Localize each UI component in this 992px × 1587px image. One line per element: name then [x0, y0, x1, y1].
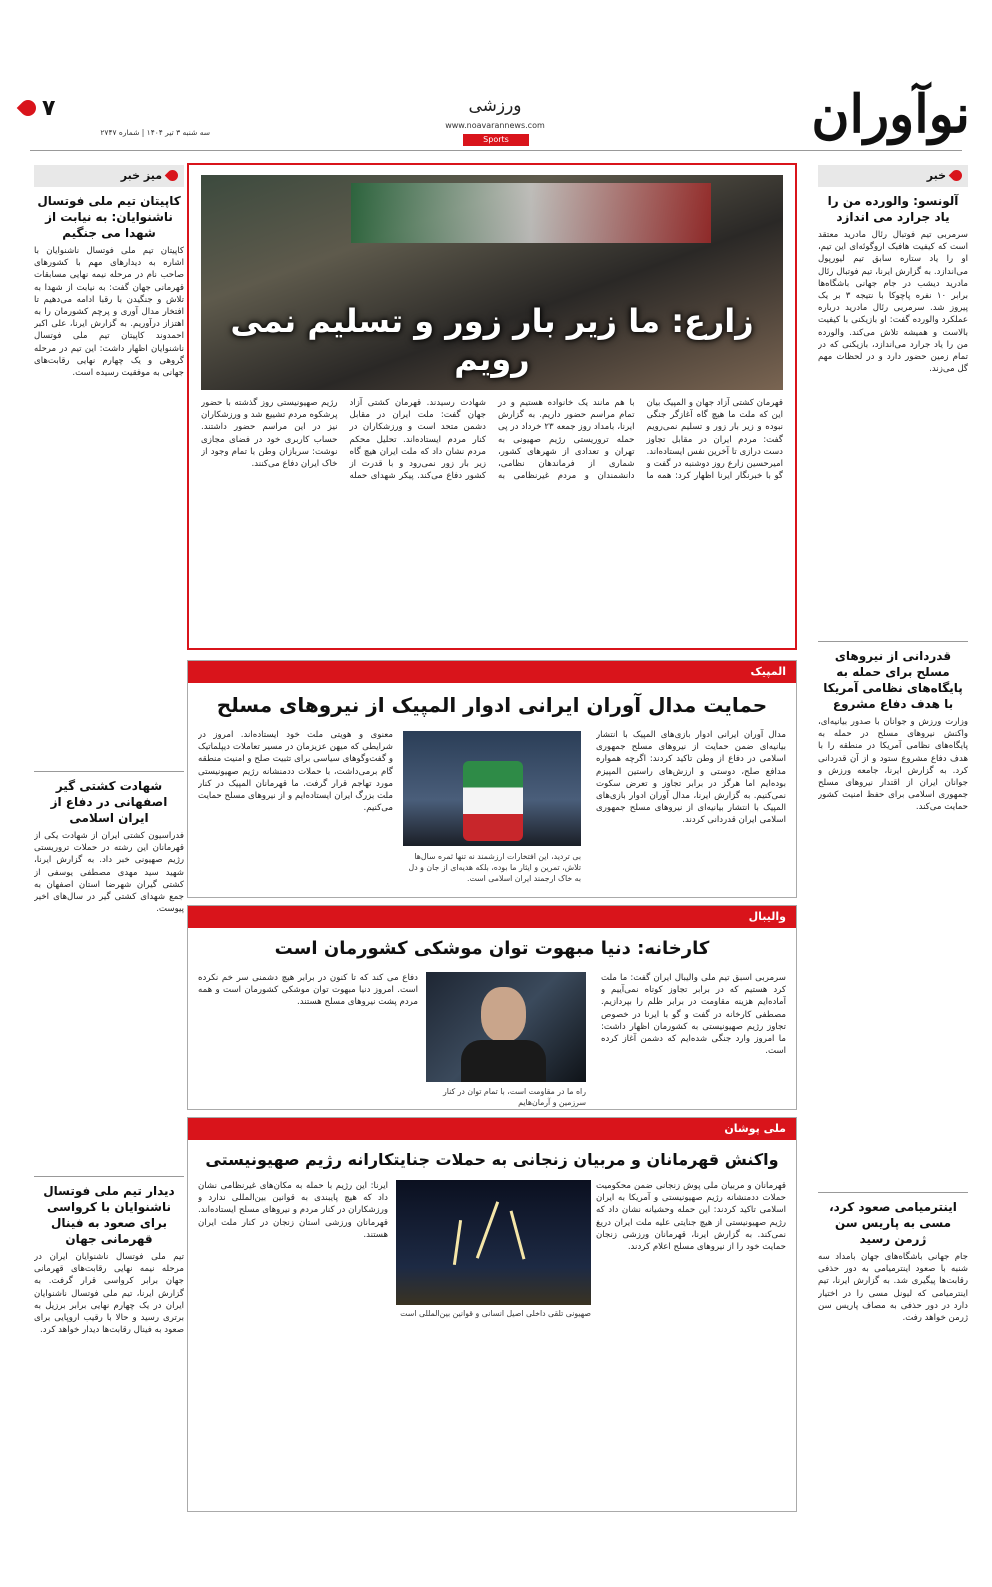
- site-url[interactable]: www.noavarannews.com: [445, 121, 545, 130]
- olympic-body-left: معنوی و هویتی ملت خود ایستاده‌اند. امروز در شرایطی که میهن عزیزمان در مسیر تعاملات دیپلماتیک و گفت‌وگوهای سیاسی برای تثبیت صلح و امنیت منطقه گام برمی‌داشت، با حملات ددمنشانه رژیم صهیونیستی مورد تهاجم قرار گرفت. ما قهرمانان المپیک در کنار ملت بزرگ ایران ایستاده‌ایم و از نیروهای مسلح حمایت می‌کنیم.: [198, 730, 393, 814]
- newspaper-logo: نوآوران: [811, 84, 970, 145]
- issue-info: سه شنبه ۳ تیر ۱۴۰۴ | شماره ۲۷۴۷: [100, 128, 210, 137]
- lead-story-box: [187, 163, 797, 650]
- funeral-photo: [201, 175, 783, 390]
- flag-coffin-shape: [351, 183, 711, 243]
- divider: [818, 1192, 968, 1193]
- left-story1-body: کاپیتان تیم ملی فوتسال ناشنوایان با اشاره به دیدارهای مهم با کشورهای صاحب نام در مرحله نیمه نهایی مسابقات قهرمانی جهان گفت: به نیابت از شهدا به تلاش و جنگیدن با رقبا ادامه می‌دهیم تا افتخار مدال آوری و پرچم کشورمان را به اهتزاز درآوریم. به گزارش ایرنا، علی اکبر احمدوند کاپیتان تیم ملی فوتسال ناشنوایان اظهار داشت: این تیم در مرحله گروهی و یک چهارم نهایی رقابت‌های جهانی به موفقیت رسیده است.: [34, 246, 184, 379]
- volleyball-body-left: دفاع می کند که تا کنون در برابر هیچ دشمنی سر خم نکرده است. امروز دنیا مبهوت توان موشکی کشورمان است و همه مردم پشت نیروهای مسلح هستند.: [198, 973, 418, 1008]
- right-story1-body: سرمربی تیم فوتبال رئال مادرید معتقد است که کیفیت هافبک اروگوئه‌ای این تیم، او را یاد ستاره سابق تیم لیورپول می‌اندازد. به گزارش ایرنا، تیم فوتبال رئال مادرید دیشب در جام جهانی باشگاه‌ها برابر ۱۰ نفره پاچوکا با نتیجه ۳ بر یک پیروز شد. سرمربی رئال مادرید درباره عملکرد والورده گفت: او بازیکنی با کیفیت بالاست و همیشه تلاش می‌کند. والورده من را یاد جرارد می‌اندازد، بازیکنی که در تمام زمین حضور دارد و در لحظات مهم گل می‌زند.: [818, 230, 968, 375]
- olympic-headline: حمایت مدال آوران ایرانی ادوار المپیک از نیروهای مسلح: [216, 693, 768, 717]
- masthead-rule: [30, 150, 962, 151]
- left-story1-title: کاپیتان تیم ملی فوتسال ناشنوایان: به نیابت از شهدا می جنگیم: [37, 194, 181, 240]
- left-story3-body: تیم ملی فوتسال ناشنوایان ایران در مرحله نیمه نهایی رقابت‌های قهرمانی جهان برابر کرواسی قرار گرفت. به گزارش ایرنا، تیم ملی فوتسال ناشنوایان ایران در یک چهارم نهایی برابر برزیل به برتری رسید و حالا با رقیب اروپایی برای صعود به فینال رقابت‌ها دیدار خواهد کرد.: [34, 1252, 184, 1336]
- left-story2-body: فدراسیون کشتی ایران از شهادت یکی از قهرمانان این رشته در حملات تروریستی رژیم صهیونی خبر داد. به گزارش ایرنا، شهید سید مهدی مصطفی یوسفی از کشتی گیران شهرضا استان اصفهان به جمع شهدای کشتی گیر در سال‌های اخیر پیوست.: [34, 831, 184, 915]
- missile-trail-shape: [510, 1210, 526, 1259]
- missile-trail-shape: [476, 1201, 499, 1258]
- olympic-photo-caption: بی تردید، این افتخارات ارزشمند نه تنها ثمره سال‌ها تلاش، تمرین و ایثار ما بوده، بلکه هدیه‌ای از جان و دل به خاک ارجمند ایران اسلامی است.: [408, 852, 581, 883]
- left-column-header: [34, 165, 184, 187]
- flag-athlete-photo: [403, 731, 581, 846]
- divider: [34, 1176, 184, 1177]
- national-athletes-section: [187, 1117, 797, 1512]
- volleyball-body-right: سرمربی اسبق تیم ملی والیبال ایران گفت: ما ملت کرد هستیم که در برابر تجاوز کوتاه نمی‌آییم و آماده‌ایم هزینه مقاومت در برابر ظلم را بپردازیم. مصطفی کارخانه در گفت و گو با ایرنا در خصوص تجاوز رژیم صهیونیستی به کشورمان اظهار داشت: ما امروز وارد جنگی شده‌ایم که دشمن آغاز کرده است.: [601, 973, 786, 1057]
- divider: [34, 771, 184, 772]
- olympic-section: [187, 660, 797, 898]
- right-column-header-label: خبر: [926, 169, 946, 182]
- right-story2-body: وزارت ورزش و جوانان با صدور بیانیه‌ای، واکنش نیروهای مسلح در حمله به پایگاه‌های نظامی آمریکا در منطقه را با هدف دفاع مشروع ستود و از آن قدردانی کرد. به گزارش ایرنا، جامعه ورزش و جوانان ایران از اقتدار نیروهای مسلح جمهوری اسلامی برای حفظ امنیت کشور حمایت می‌کند.: [818, 717, 968, 813]
- national-body-right: قهرمانان و مربیان ملی پوش زنجانی ضمن محکومیت حملات ددمنشانه رژیم صهیونیستی و آمریکا به ایران اسلامی تاکید کردند: این حمله وحشیانه نشان داد که رژیم صهیونیستی از هیچ جنایتی علیه ملت ایران دریغ نمی‌کند. به گزارش ایرنا، قهرمانان ورزشی زنجان حمایت خود را از نیروهای مسلح اعلام کردند.: [596, 1181, 786, 1253]
- national-headline: واکنش قهرمانان و مربیان زنجانی به حملات جنایتکارانه رژیم صهیونیستی: [205, 1150, 779, 1169]
- sports-tag: Sports: [463, 134, 529, 146]
- person-head-shape: [481, 987, 526, 1042]
- header-marker-icon: [949, 168, 965, 184]
- volleyball-photo-caption: راه‌ ما در مقاومت است، با تمام توان در کنار سرزمین و آرمان‌هایم: [442, 1087, 586, 1107]
- header-marker-icon: [165, 168, 181, 184]
- national-photo-caption: صهیونی تلقی داخلی اصیل انسانی و قوانین بین‌المللی است: [400, 1309, 591, 1318]
- national-body-left: ایرنا: این رژیم با حمله به مکان‌های غیرنظامی نشان داد که هیچ پایبندی به قوانین بین‌المللی ندارد و ورزشکاران در کنار مردم و نیروهای مسلح ایستاده‌اند. قهرمانان ورزشی استان زنجان در کنار ملت ایران هستند.: [198, 1181, 388, 1240]
- right-story3-title: اینترمیامی صعود کرد، مسی به پاریس سن ژرمن رسید: [829, 1200, 957, 1246]
- right-story3-body: جام جهانی باشگاه‌های جهان بامداد سه شنبه با صعود اینترمیامی به دور حذفی رقابت‌ها پیگیری شد. به گزارش ایرنا، تیم اینترمیامی که لیونل مسی را در اختیار دارد در دور حذفی به مصاف پاریس سن ژرمن خواهد رفت.: [818, 1252, 968, 1324]
- divider: [818, 641, 968, 642]
- right-column-header: [818, 165, 968, 187]
- right-story1-title: آلونسو: والورده من را یاد جرارد می اندازد: [827, 194, 959, 224]
- olympic-category-bar: المپیک: [188, 661, 796, 683]
- page-number: ۷: [42, 96, 56, 121]
- national-category-bar: ملی پوشان: [188, 1118, 796, 1140]
- right-news-column: [818, 165, 968, 1510]
- left-column-header-label: میز خبر: [120, 169, 162, 182]
- left-story2-title: شهادت کشتی گیر اصفهانی در دفاع از ایران اسلامی: [50, 779, 168, 825]
- missile-trail-shape: [453, 1220, 462, 1265]
- iran-flag-shape: [463, 761, 523, 841]
- lead-headline: زارع: ما زیر بار زور و تسلیم نمی رویم: [230, 302, 754, 378]
- volleyball-section: [187, 905, 797, 1110]
- left-news-column: [34, 165, 184, 1510]
- olympic-body-right: مدال آوران ایرانی ادوار بازی‌های المپیک با انتشار بیانیه‌ای ضمن حمایت از نیروهای مسلح جمهوری اسلامی در دفاع از وطن تاکید کردند: اگرچه همواره مدافع صلح، دوستی و ارزش‌های راستین المپیزم بوده‌ایم اما هرگز در برابر تجاوز و تعرض سکوت نمی‌کنیم. به گزارش ایرنا، مدال آوران ادوار بازی‌های المپیک با انتشار بیانیه‌ای از نیروهای مسلح جمهوری اسلامی ایران قدردانی کردند.: [596, 730, 786, 826]
- person-body-shape: [461, 1040, 546, 1082]
- volleyball-category-bar: والیبال: [188, 906, 796, 928]
- coach-photo: [426, 972, 586, 1082]
- section-title: ورزشی: [468, 96, 522, 116]
- left-story3-title: دیدار تیم ملی فوتسال ناشنوایان با کرواسی برای صعود به فینال قهرمانی جهان: [43, 1184, 175, 1246]
- right-story2-title: قدردانی از نیروهای مسلح برای حمله به پایگاه‌های نظامی آمریکا با هدف دفاع مشروع: [823, 649, 963, 711]
- page-number-marker: [17, 97, 40, 120]
- volleyball-headline: کارخانه: دنیا مبهوت توان موشکی کشورمان است: [274, 938, 710, 959]
- missile-night-photo: [396, 1180, 591, 1305]
- lead-story-body: قهرمان کشتی آزاد جهان و المپیک بیان این که ملت ما هیچ گاه آغازگر جنگی نبوده و زیر بار زور و تسلیم نمی‌رویم گفت: مردم ایران در مقابل تجاوز دست درازی تا آخرین نفس ایستاده‌اند. امیرحسین زارع روز دوشنبه در گفت و گو با خبرنگار ایرنا اظهار کرد: همه ما با هم مانند یک خانواده هستیم و در تمام مراسم حضور داریم. به گزارش ایرنا، بامداد روز جمعه ۲۳ خرداد در پی حمله تروریستی رژیم صهیونی به تهران و تعدادی از شهرهای کشور، شماری از فرماندهان نظامی، دانشمندان و مردم غیرنظامی به شهادت رسیدند. قهرمان کشتی آزاد جهان گفت: ملت ایران در مقابل دشمن متحد است و ورزشکاران در کنار مردم ایستاده‌اند. تحلیل محکم مردم نشان داد که ملت ایران هیچ گاه زیر بار زور نمی‌رود و با قدرت از کشور دفاع می‌کند. پیکر شهدای حمله رژیم صهیونیستی روز گذشته با حضور پرشکوه مردم تشییع شد و ورزشکاران نیز در این مراسم حضور داشتند. حساب کاربری خود در فضای مجازی نوشت: سربازان وطن با تمام وجود از خاک ایران دفاع می‌کنند.: [201, 398, 783, 482]
